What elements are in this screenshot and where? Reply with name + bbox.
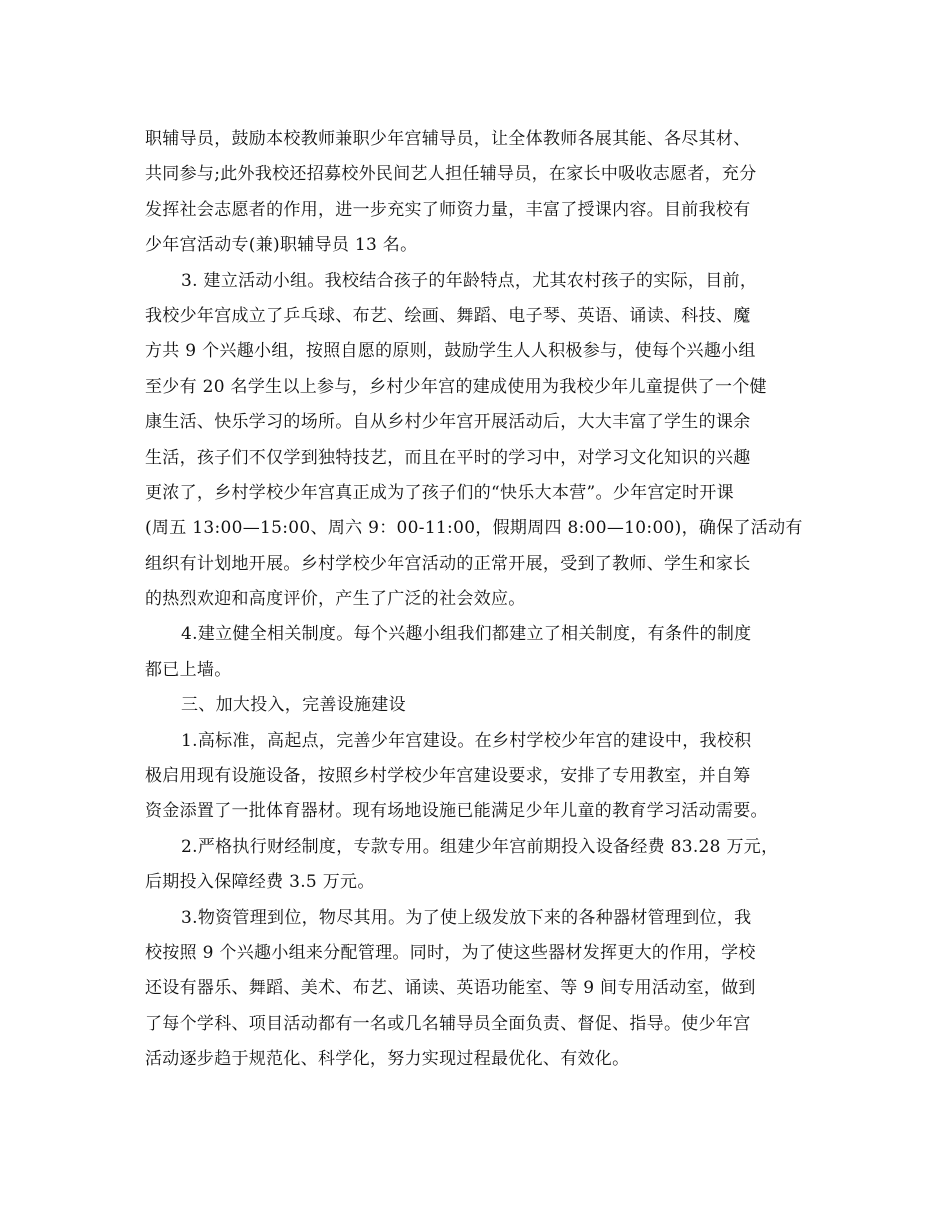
text-line: 三、加大投入，完善设施建设 — [181, 695, 406, 716]
text-line: 发挥社会志愿者的作用，进一步充实了师资力量，丰富了授课内容。目前我校有 — [145, 199, 751, 220]
text-line: 至少有 20 名学生以上参与，乡村少年宫的建成使用为我校少年儿童提供了一个健 — [145, 376, 767, 397]
text-line: 生活，孩子们不仅学到独特技艺，而且在平时的学习中，对学习文化知识的兴趣 — [145, 447, 751, 468]
text-line: 了每个学科、项目活动都有一名或几名辅导员全面负责、督促、指导。使少年宫 — [145, 1013, 751, 1034]
text-line: 组织有计划地开展。乡村学校少年宫活动的正常开展，受到了教师、学生和家长 — [145, 553, 751, 574]
text-line: 我校少年宫成立了乒乓球、布艺、绘画、舞蹈、电子琴、英语、诵读、科技、魔 — [145, 305, 751, 326]
text-line: 的热烈欢迎和高度评价，产生了广泛的社会效应。 — [145, 589, 526, 610]
text-line: (周五 13:00—15:00、周六 9：00-11:00，假期周四 8:00—10:00)，确保了活动有 — [145, 518, 803, 539]
text-line: 康生活、快乐学习的场所。自从乡村少年宫开展活动后，大大丰富了学生的课余 — [145, 412, 751, 433]
text-line: 还设有器乐、舞蹈、美术、布艺、诵读、英语功能室、等 9 间专用活动室，做到 — [145, 978, 756, 999]
text-line: 少年宫活动专(兼)职辅导员 13 名。 — [145, 235, 418, 256]
text-line: 校按照 9 个兴趣小组来分配管理。同时，为了使这些器材发挥更大的作用，学校 — [145, 942, 756, 963]
text-line: 职辅导员，鼓励本校教师兼职少年宫辅导员，让全体教师各展其能、各尽其材、 — [145, 129, 751, 149]
text-line: 2.严格执行财经制度，专款专用。组建少年宫前期投入设备经费 83.28 万元， — [181, 836, 779, 857]
text-line: 方共 9 个兴趣小组，按照自愿的原则，鼓励学生人人积极参与，使每个兴趣小组 — [145, 341, 756, 362]
text-line: 后期投入保障经费 3.5 万元。 — [145, 872, 375, 893]
text-line: 都已上墙。 — [145, 659, 232, 680]
text-line: 共同参与;此外我校还招募校外民间艺人担任辅导员，在家长中吸收志愿者，充分 — [145, 164, 757, 185]
text-line: 3. 建立活动小组。我校结合孩子的年龄特点，尤其农村孩子的实际，目前， — [181, 270, 758, 291]
text-line: 极启用现有设施设备，按照乡村学校少年宫建设要求，安排了专用教室，并自筹 — [145, 766, 751, 787]
text-line: 3.物资管理到位，物尽其用。为了使上级发放下来的各种器材管理到位，我 — [181, 907, 752, 928]
document-body — [145, 122, 810, 1078]
text-line: 活动逐步趋于规范化、科学化，努力实现过程最优化、有效化。 — [145, 1049, 630, 1070]
text-line: 更浓了，乡村学校少年宫真正成为了孩子们的“快乐大本营”。少年宫定时开课 — [145, 482, 734, 503]
text-line: 资金添置了一批体育器材。现有场地设施已能满足少年儿童的教育学习活动需要。 — [145, 801, 768, 822]
text-line: 1.高标准，高起点，完善少年宫建设。在乡村学校少年宫的建设中，我校积 — [181, 730, 752, 751]
text-line: 4.建立健全相关制度。每个兴趣小组我们都建立了相关制度，有条件的制度 — [181, 624, 752, 645]
